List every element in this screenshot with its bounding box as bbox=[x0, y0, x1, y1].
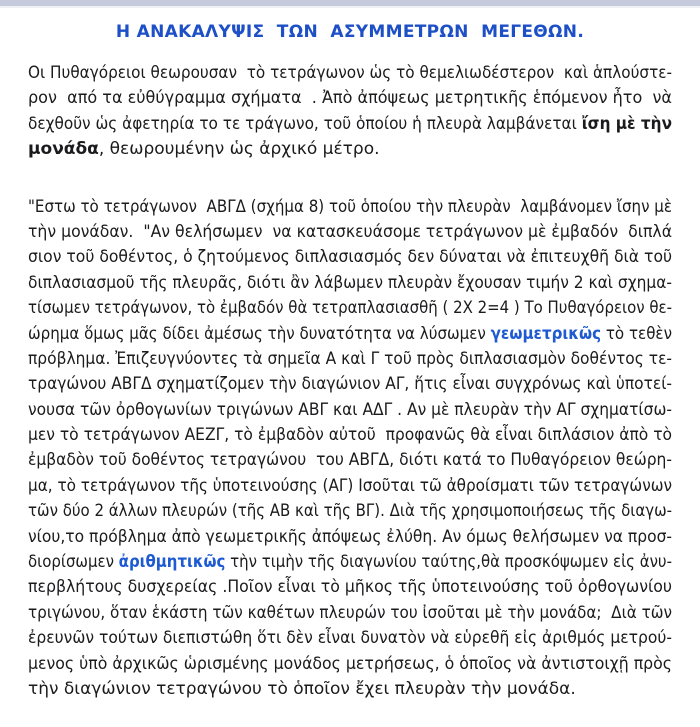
text-line bbox=[28, 525, 672, 550]
text-line-content bbox=[28, 245, 672, 270]
text-segment: μεν τὸ τετράγωνον ΑΕΖΓ, τὸ ἐμβαδὸν αὐτοῦ προφανῶς θὰ εἶναι διπλάσιον ἀπὸ τὸ bbox=[28, 425, 673, 446]
text-segment: τὸ τεθὲν bbox=[601, 323, 673, 344]
text-line bbox=[28, 245, 672, 270]
text-line bbox=[28, 652, 672, 677]
text-segment: νίου,το πρόβλημα ἀπὸ γεωμετρικῆς ἀπόψεως ἐλύθη. Αν όμως θελήσωμεν να προσ- bbox=[28, 526, 673, 547]
text-line-content bbox=[28, 61, 672, 86]
text-segment: ρον από τα εὐθύγραμμα σχήματα . Ἀπὸ ἀπόψεως μετρητικῆς ἑπόμενον ἦτο νὰ bbox=[28, 88, 673, 109]
paragraph bbox=[28, 195, 672, 703]
bold-text: μονάδα bbox=[28, 139, 99, 160]
text-line-content bbox=[28, 372, 672, 397]
text-line bbox=[28, 499, 672, 524]
text-segment: ώρημα ὅμως μᾶς δίδει ἀμέσως τὴν δυνατότητα να λύσωμεν bbox=[28, 323, 491, 344]
text-line-content bbox=[28, 271, 672, 296]
text-line-content bbox=[28, 474, 672, 499]
text-line-content bbox=[28, 398, 672, 423]
document-body bbox=[0, 61, 700, 702]
text-line-content bbox=[28, 575, 672, 600]
text-line-content bbox=[28, 137, 380, 162]
text-segment: νουσα τῶν ὀρθογωνίων τριγώνων ΑΒΓ και ΑΔΓ . Αν μὲ πλευρὰν τὴν ΑΓ σχηματίσω- bbox=[28, 399, 672, 420]
text-line bbox=[28, 322, 672, 347]
text-segment: μα, τὸ τετράγωνον τῆς ὑποτεινούσης (ΑΓ) Ισοῦται τῶ ἀθροίσματι τῶν τετραγώνων bbox=[28, 475, 673, 496]
text-line-content bbox=[28, 652, 672, 677]
text-line-content bbox=[28, 499, 672, 524]
text-segment: ἐρευνῶν τούτων διεπιστώθη ὅτι δὲν εἶναι δυνατὸν νὰ εὑρεθῆ εἰς ἀριθμός μετρού- bbox=[28, 628, 672, 649]
text-line bbox=[28, 137, 672, 162]
text-line-content bbox=[28, 347, 672, 372]
text-segment: διπλασιασμοῦ τῆς πλευρᾶς, διότι ἂν λάβωμεν πλευρὰν ἔχουσαν τιμήν 2 καὶ σχημα- bbox=[28, 272, 672, 293]
text-line-content bbox=[28, 601, 672, 626]
text-segment: τὴν μονάδαν. "Αν θελήσωμεν να κατασκευάσομε τετράγωνον μὲ ἐμβαδόν διπλά bbox=[28, 221, 673, 242]
text-line bbox=[28, 195, 672, 220]
text-segment: "Εστω τὸ τετράγωνον ΑΒΓΔ (σχήμα 8) τοῦ ὁποίου τὴν πλευρὰν λαμβάνομεν ἴσην μὲ bbox=[28, 196, 673, 217]
text-line bbox=[28, 575, 672, 600]
text-segment: τριγώνου, ὅταν ἑκάστη τῶν καθέτων πλευρών του ἰσοῦται μὲ τὴν μονάδα; Διὰ τῶν bbox=[28, 602, 673, 623]
text-line bbox=[28, 677, 672, 702]
text-segment: πρόβλημα. Ἐπιζευγνύοντες τὰ σημεῖα Α καὶ Γ τοῦ πρὸς διπλασιασμὸν δοθέντος τε- bbox=[28, 348, 673, 369]
text-segment: τραγώνου ΑΒΓΔ σχηματίζομεν τὴν διαγώνιον ΑΓ, ἥτις εἶναι συγχρόνως καὶ ὑποτεί- bbox=[28, 374, 672, 395]
text-segment: σιον τοῦ δοθέντος, ὁ ζητούμενος διπλασιασμός δεν δύναται νὰ ἐπιτευχθῆ διὰ τοῦ bbox=[28, 247, 673, 268]
text-line bbox=[28, 61, 672, 86]
text-line-content bbox=[28, 296, 672, 321]
text-line bbox=[28, 448, 672, 473]
text-segment: μενος ὑπὸ ἀρχικῶς ὡρισμένης μονάδος μετρήσεως, ὁ ὁποῖος νὰ ἀντιστοιχῇ πρὸς bbox=[28, 653, 672, 674]
text-line bbox=[28, 86, 672, 111]
window-top-edge bbox=[0, 0, 700, 8]
accent-bold-text: γεωμετρικῶς bbox=[490, 323, 602, 344]
text-segment: Οι Πυθαγόρειοι θεωρουσαν τὸ τετράγωνον ὡς τὸ θεμελιωδέστερον καὶ ἁπλούστε- bbox=[28, 63, 673, 83]
text-line-content bbox=[28, 626, 672, 651]
text-line bbox=[28, 474, 672, 499]
text-line-content bbox=[28, 423, 672, 448]
text-line bbox=[28, 423, 672, 448]
text-segment: τῶν δύο 2 άλλων πλευρών (τῆς ΑΒ καὶ τῆς ΒΓ). Διὰ τῆς χρησιμοποιήσεως τῆς διαγω- bbox=[28, 501, 673, 522]
text-segment: , θεωρουμένην ὡς ἀρχικό μέτρο. bbox=[98, 139, 380, 160]
text-line bbox=[28, 220, 672, 245]
text-line-content bbox=[28, 322, 672, 347]
accent-bold-text: ἀριθμητικῶς bbox=[118, 552, 226, 573]
text-line bbox=[28, 271, 672, 296]
text-segment: τὴν τιμὴν τῆς διαγωνίου ταύτης,θὰ προσκόψωμεν εἰς ἀνυ- bbox=[225, 552, 673, 573]
text-line-content bbox=[28, 550, 672, 575]
text-line bbox=[28, 372, 672, 397]
text-segment: τὴν διαγώνιον τετραγώνου τὸ ὁποῖον ἔχει πλευρὰν τὴν μονάδα. bbox=[28, 678, 576, 699]
text-segment: δεχθοῦν ὡς ἀφετηρία το τε τράγωνο, τοῦ ὁποίου ἡ πλευρὰ λαμβάνεται bbox=[28, 113, 582, 134]
text-line bbox=[28, 347, 672, 372]
text-line-content bbox=[28, 448, 672, 473]
text-line bbox=[28, 112, 672, 137]
text-line-content bbox=[28, 220, 672, 245]
text-segment: περβλήτους δυσχερείας .Ποῖον εἶναι τὸ μῆκος τῆς ὑποτεινούσης τοῦ ὀρθογωνίου bbox=[28, 577, 673, 598]
text-line-content bbox=[28, 86, 672, 111]
paragraph bbox=[28, 61, 672, 163]
bold-text: ἴση μὲ τὴν bbox=[581, 113, 672, 134]
text-line-content bbox=[28, 195, 672, 220]
text-line-content bbox=[28, 525, 672, 550]
text-line bbox=[28, 398, 672, 423]
text-line bbox=[28, 601, 672, 626]
text-line bbox=[28, 550, 672, 575]
text-segment: τίσωμεν τετράγωνον, τὸ ἐμβαδόν θὰ τετραπλασιασθῆ ( 2Χ 2=4 ) Το Πυθαγόρειον θε- bbox=[28, 298, 672, 319]
document-title: Η ΑΝΑΚΑΛΥΨΙΣ ΤΩΝ ΑΣΥΜΜΕΤΡΩΝ ΜΕΓΕΘΩΝ. bbox=[115, 22, 585, 42]
text-segment: διορίσωμεν bbox=[28, 552, 119, 573]
text-segment: ἐμβαδὸν τοῦ δοθέντος τετραγώνου του ΑΒΓΔ, διότι κατά το Πυθαγόρειον θεώρη- bbox=[28, 450, 672, 471]
text-line bbox=[28, 296, 672, 321]
text-line-content bbox=[28, 112, 672, 137]
text-line-content bbox=[28, 677, 576, 702]
text-line bbox=[28, 626, 672, 651]
